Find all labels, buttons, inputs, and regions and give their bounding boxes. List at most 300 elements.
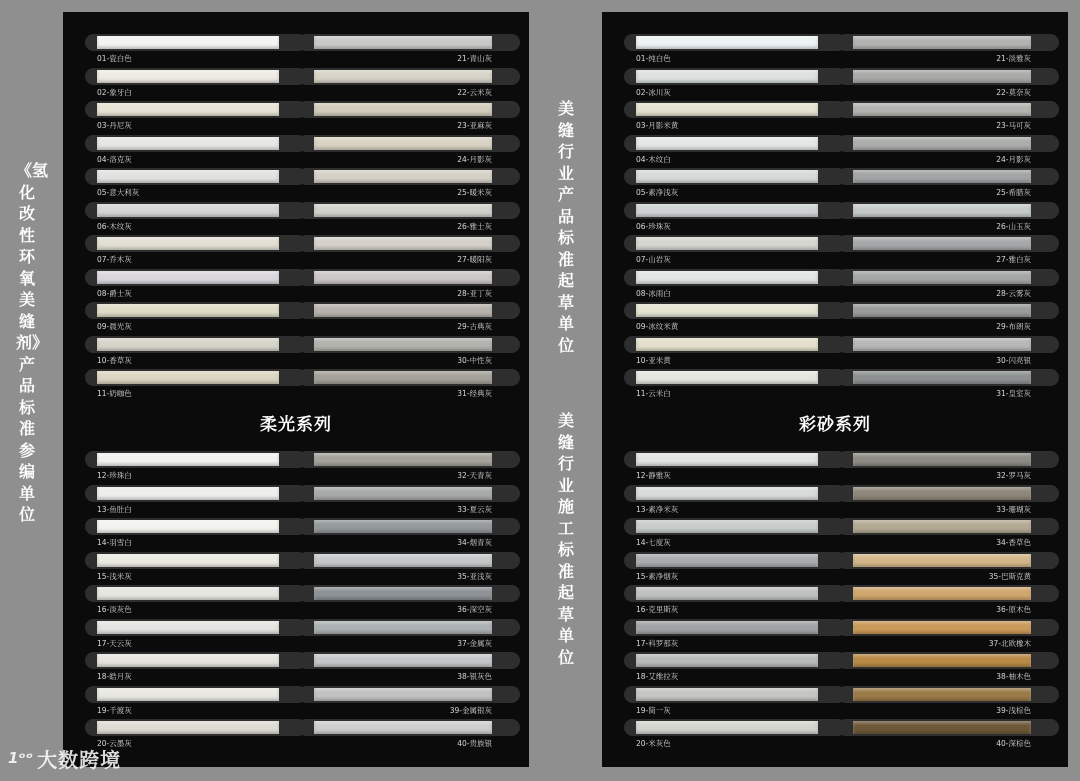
swatch-label: 09-冰纹米黄 — [636, 322, 679, 331]
swatch-label: 19-千渡灰 — [97, 705, 132, 715]
color-swatch — [85, 302, 307, 336]
series-title: 彩砂系列 — [799, 415, 871, 435]
color-swatch — [624, 302, 846, 336]
color-swatch — [298, 336, 520, 370]
swatch-track — [837, 686, 1059, 703]
swatch-color-strip — [636, 371, 818, 384]
color-swatch — [624, 518, 846, 552]
swatch-color-strip — [636, 721, 818, 734]
color-swatch — [85, 652, 307, 686]
swatch-color-strip — [314, 137, 492, 150]
color-swatch — [837, 336, 1059, 370]
swatch-label: 06-木纹灰 — [97, 221, 132, 231]
swatch-label: 15-素净烟灰 — [636, 571, 679, 581]
swatch-label: 10-亚米黄 — [636, 355, 671, 365]
swatch-color-strip — [97, 36, 279, 49]
swatch-row — [602, 68, 1068, 102]
color-swatch — [85, 68, 307, 102]
swatch-label: 28-云雾灰 — [996, 288, 1031, 298]
color-swatch — [837, 202, 1059, 236]
color-swatch — [298, 369, 520, 403]
swatch-track — [837, 34, 1059, 51]
swatch-label: 24-月影灰 — [457, 154, 492, 164]
swatch-track — [837, 518, 1059, 535]
color-swatch — [624, 686, 846, 720]
swatch-label: 02-冰川灰 — [636, 87, 671, 97]
swatch-row — [602, 485, 1068, 519]
color-swatch — [624, 369, 846, 403]
color-swatch — [85, 518, 307, 552]
swatch-label: 04-木纹白 — [636, 154, 671, 164]
swatch-color-strip — [636, 587, 818, 600]
swatch-color-strip — [97, 204, 279, 217]
swatch-row — [63, 585, 529, 619]
swatch-track — [85, 302, 307, 319]
swatch-label: 28-亚丁灰 — [457, 288, 492, 298]
color-swatch — [624, 269, 846, 303]
swatch-row — [602, 619, 1068, 653]
swatch-track — [85, 652, 307, 669]
swatch-label: 12-静雅灰 — [636, 471, 671, 480]
color-swatch — [298, 269, 520, 303]
swatch-label: 34-香草色 — [996, 538, 1031, 547]
swatch-label: 11-奶咖色 — [97, 389, 132, 398]
swatch-track — [85, 369, 307, 386]
swatch-color-strip — [97, 453, 279, 466]
swatch-label: 08-爵士灰 — [97, 288, 132, 298]
swatch-color-strip — [853, 70, 1031, 83]
swatch-color-strip — [97, 304, 279, 317]
swatch-color-strip — [853, 204, 1031, 217]
swatch-track — [298, 168, 520, 185]
color-swatch — [85, 235, 307, 269]
color-swatch — [298, 302, 520, 336]
swatch-track — [298, 336, 520, 353]
swatch-color-strip — [636, 304, 818, 317]
swatch-row — [63, 135, 529, 169]
swatch-color-strip — [853, 721, 1031, 734]
swatch-track — [624, 336, 846, 353]
swatch-row — [63, 719, 529, 753]
swatch-color-strip — [636, 520, 818, 533]
swatch-color-strip — [314, 621, 492, 634]
color-swatch — [298, 202, 520, 236]
swatch-color-strip — [853, 520, 1031, 533]
color-swatch — [85, 336, 307, 370]
swatch-label: 06-珍珠灰 — [636, 221, 671, 231]
swatch-label: 14-七度灰 — [636, 538, 671, 547]
swatch-color-strip — [97, 271, 279, 284]
swatch-track — [624, 269, 846, 286]
color-swatch — [85, 34, 307, 68]
swatch-color-strip — [636, 237, 818, 250]
color-swatch — [298, 719, 520, 753]
swatch-track — [837, 336, 1059, 353]
swatch-track — [624, 202, 846, 219]
swatch-row — [602, 369, 1068, 403]
swatch-row — [63, 652, 529, 686]
swatch-track — [298, 652, 520, 669]
swatch-row — [63, 235, 529, 269]
swatch-color-strip — [314, 237, 492, 250]
swatch-row — [63, 336, 529, 370]
swatch-label: 29-古典灰 — [457, 322, 492, 331]
swatch-label: 01-瓷白色 — [97, 54, 132, 63]
swatch-color-strip — [97, 371, 279, 384]
swatch-track — [624, 168, 846, 185]
swatch-label: 33-夏云灰 — [457, 504, 492, 514]
swatch-row — [63, 686, 529, 720]
swatch-track — [85, 235, 307, 252]
color-swatch — [624, 68, 846, 102]
swatch-row — [602, 135, 1068, 169]
swatch-color-strip — [97, 487, 279, 500]
color-swatch — [298, 518, 520, 552]
swatch-color-strip — [314, 36, 492, 49]
swatch-row — [602, 686, 1068, 720]
swatch-label: 07-乔木灰 — [97, 255, 132, 264]
color-swatch — [624, 202, 846, 236]
swatch-color-strip — [314, 587, 492, 600]
swatch-label: 07-山岩灰 — [636, 255, 671, 264]
swatch-color-strip — [636, 36, 818, 49]
color-swatch — [837, 235, 1059, 269]
color-swatch — [624, 168, 846, 202]
swatch-track — [85, 135, 307, 152]
swatch-track — [85, 585, 307, 602]
swatch-label: 13-鱼肚白 — [97, 504, 132, 514]
swatch-color-strip — [853, 304, 1031, 317]
swatch-color-strip — [636, 453, 818, 466]
side-text-center-bottom: 美缝行业施工标准起草单位 — [557, 411, 574, 667]
swatch-row — [602, 451, 1068, 485]
swatch-row — [63, 619, 529, 653]
swatch-row — [63, 101, 529, 135]
swatch-track — [624, 235, 846, 252]
swatch-track — [298, 719, 520, 736]
swatch-color-strip — [636, 654, 818, 667]
panel-color-sand-series — [602, 12, 1068, 767]
swatch-color-strip — [636, 204, 818, 217]
color-swatch — [85, 101, 307, 135]
swatch-color-strip — [636, 487, 818, 500]
swatch-track — [624, 719, 846, 736]
color-swatch — [624, 235, 846, 269]
swatch-color-strip — [314, 304, 492, 317]
swatch-label: 30-闪亮银 — [996, 355, 1031, 365]
swatch-color-strip — [853, 103, 1031, 116]
swatch-color-strip — [853, 371, 1031, 384]
swatch-color-strip — [97, 103, 279, 116]
swatch-label: 38-银灰色 — [457, 672, 492, 681]
color-swatch — [298, 451, 520, 485]
swatch-track — [85, 518, 307, 535]
swatch-color-strip — [314, 204, 492, 217]
swatch-label: 39-浅棕色 — [996, 705, 1031, 715]
swatch-color-strip — [636, 688, 818, 701]
color-swatch — [837, 451, 1059, 485]
swatch-label: 40-贵族银 — [457, 739, 492, 748]
color-swatch — [85, 619, 307, 653]
swatch-label: 25-希腊灰 — [996, 188, 1031, 197]
swatch-track — [85, 719, 307, 736]
color-swatch — [624, 619, 846, 653]
swatch-track — [85, 552, 307, 569]
color-swatch — [624, 652, 846, 686]
swatch-label: 16-淡灰色 — [97, 605, 132, 614]
swatch-label: 26-雅士灰 — [457, 221, 492, 231]
swatch-color-strip — [636, 621, 818, 634]
swatch-color-strip — [314, 453, 492, 466]
swatch-color-strip — [314, 338, 492, 351]
swatch-label: 16-克里斯灰 — [636, 605, 679, 614]
swatch-color-strip — [97, 621, 279, 634]
watermark — [8, 743, 121, 773]
swatch-color-strip — [97, 170, 279, 183]
swatch-track — [624, 652, 846, 669]
swatch-color-strip — [314, 371, 492, 384]
swatch-track — [837, 552, 1059, 569]
swatch-row — [602, 552, 1068, 586]
color-swatch — [624, 336, 846, 370]
swatch-track — [624, 619, 846, 636]
swatch-row — [63, 202, 529, 236]
swatch-label: 10-香草灰 — [97, 355, 132, 365]
swatch-track — [298, 101, 520, 118]
color-swatch — [298, 686, 520, 720]
color-swatch — [837, 652, 1059, 686]
swatch-label: 31-皇室灰 — [996, 389, 1031, 398]
swatch-label: 27-雅白灰 — [996, 255, 1031, 264]
swatch-color-strip — [853, 654, 1031, 667]
swatch-color-strip — [314, 487, 492, 500]
swatch-track — [837, 235, 1059, 252]
swatch-label: 14-羽雪白 — [97, 538, 132, 547]
swatch-track — [837, 652, 1059, 669]
swatch-label: 35-亚浅灰 — [457, 571, 492, 581]
swatch-color-strip — [97, 587, 279, 600]
swatch-track — [85, 619, 307, 636]
color-swatch — [298, 34, 520, 68]
swatch-label: 24-月影灰 — [996, 154, 1031, 164]
color-swatch — [837, 135, 1059, 169]
color-swatch — [837, 34, 1059, 68]
swatch-track — [298, 235, 520, 252]
swatch-label: 39-金属银灰 — [449, 705, 492, 715]
swatch-label: 30-中性灰 — [457, 355, 492, 365]
swatch-color-strip — [853, 237, 1031, 250]
swatch-track — [298, 68, 520, 85]
swatch-track — [298, 686, 520, 703]
swatch-track — [837, 619, 1059, 636]
swatch-row — [602, 336, 1068, 370]
swatch-color-strip — [636, 70, 818, 83]
color-swatch — [624, 552, 846, 586]
swatch-label: 37-北欧橡木 — [988, 638, 1031, 648]
color-swatch — [298, 652, 520, 686]
color-swatch — [298, 619, 520, 653]
swatch-track — [298, 552, 520, 569]
swatch-color-strip — [97, 554, 279, 567]
side-text-left: 《氢化改性环氧美缝剂》产品标准参编单位 — [16, 161, 49, 524]
color-swatch — [837, 518, 1059, 552]
swatch-label: 22-莫奈灰 — [996, 87, 1031, 97]
swatch-track — [298, 302, 520, 319]
color-swatch — [85, 485, 307, 519]
swatch-label: 03-月影米黄 — [636, 121, 679, 130]
swatch-label: 36-深空灰 — [457, 605, 492, 614]
swatch-row — [602, 101, 1068, 135]
color-swatch — [837, 485, 1059, 519]
color-swatch — [298, 101, 520, 135]
swatch-color-strip — [314, 271, 492, 284]
swatch-color-strip — [314, 721, 492, 734]
swatch-color-strip — [853, 554, 1031, 567]
swatch-track — [85, 485, 307, 502]
swatch-color-strip — [853, 137, 1031, 150]
color-swatch — [837, 369, 1059, 403]
swatch-track — [837, 451, 1059, 468]
swatch-row — [602, 302, 1068, 336]
swatch-track — [837, 585, 1059, 602]
swatch-color-strip — [853, 688, 1031, 701]
swatch-label: 31-经典灰 — [457, 389, 492, 398]
color-swatch — [298, 135, 520, 169]
swatch-label: 15-浅米灰 — [97, 571, 132, 581]
swatch-color-strip — [853, 338, 1031, 351]
swatch-track — [298, 485, 520, 502]
swatch-label: 20-云墨灰 — [97, 739, 132, 748]
color-swatch — [624, 451, 846, 485]
swatch-track — [298, 135, 520, 152]
swatch-label: 36-原木色 — [996, 605, 1031, 614]
color-swatch — [85, 585, 307, 619]
color-swatch — [85, 369, 307, 403]
swatch-label: 22-云米灰 — [457, 87, 492, 97]
color-swatch — [85, 135, 307, 169]
swatch-color-strip — [97, 721, 279, 734]
swatch-row — [63, 269, 529, 303]
color-swatch — [624, 719, 846, 753]
swatch-label: 37-金属灰 — [457, 638, 492, 648]
swatch-track — [85, 202, 307, 219]
swatch-track — [298, 619, 520, 636]
swatch-color-strip — [97, 338, 279, 351]
swatch-row — [602, 34, 1068, 68]
swatch-label: 21-淡雅灰 — [996, 54, 1031, 63]
swatch-track — [837, 269, 1059, 286]
swatch-track — [85, 34, 307, 51]
swatch-color-strip — [97, 137, 279, 150]
swatch-color-strip — [853, 271, 1031, 284]
color-swatch — [298, 552, 520, 586]
color-swatch — [837, 719, 1059, 753]
swatch-label: 25-暖米灰 — [457, 188, 492, 197]
swatch-row — [63, 34, 529, 68]
swatch-track — [624, 686, 846, 703]
swatch-track — [837, 369, 1059, 386]
color-swatch — [298, 168, 520, 202]
swatch-track — [624, 68, 846, 85]
swatch-track — [85, 269, 307, 286]
color-swatch — [837, 269, 1059, 303]
swatch-track — [837, 485, 1059, 502]
swatch-row — [602, 202, 1068, 236]
color-swatch — [837, 302, 1059, 336]
color-swatch — [837, 585, 1059, 619]
swatch-color-strip — [97, 654, 279, 667]
swatch-track — [624, 518, 846, 535]
swatch-row — [63, 518, 529, 552]
swatch-color-strip — [853, 170, 1031, 183]
swatch-track — [624, 552, 846, 569]
swatch-track — [298, 585, 520, 602]
swatch-track — [85, 336, 307, 353]
swatch-label: 20-米灰色 — [636, 739, 671, 748]
swatch-row — [63, 302, 529, 336]
swatch-label: 40-深棕色 — [996, 739, 1031, 748]
swatch-track — [298, 518, 520, 535]
swatch-track — [624, 34, 846, 51]
color-swatch — [85, 451, 307, 485]
swatch-label: 05-意大利灰 — [97, 188, 140, 197]
swatch-track — [298, 34, 520, 51]
swatch-label: 12-珍珠白 — [97, 471, 132, 480]
color-swatch — [837, 101, 1059, 135]
swatch-label: 19-简一灰 — [636, 705, 671, 715]
swatch-track — [85, 68, 307, 85]
swatch-color-strip — [636, 103, 818, 116]
color-swatch — [837, 552, 1059, 586]
swatch-row — [602, 269, 1068, 303]
swatch-track — [624, 135, 846, 152]
swatch-label: 13-素净米灰 — [636, 504, 679, 514]
swatch-track — [298, 269, 520, 286]
swatch-row — [63, 168, 529, 202]
swatch-label: 04-洛克灰 — [97, 154, 132, 164]
swatch-row — [602, 168, 1068, 202]
panel-soft-light-series — [63, 12, 529, 767]
watermark-text: 大数跨境 — [37, 747, 122, 772]
swatch-label: 29-布朗灰 — [996, 322, 1031, 331]
swatch-track — [837, 202, 1059, 219]
color-swatch — [837, 686, 1059, 720]
color-swatch — [85, 202, 307, 236]
swatch-track — [85, 101, 307, 118]
color-swatch — [298, 485, 520, 519]
swatch-color-strip — [97, 688, 279, 701]
color-swatch — [624, 34, 846, 68]
swatch-label: 26-山玉灰 — [996, 221, 1031, 231]
swatch-label: 18-皓月灰 — [97, 672, 132, 681]
watermark-logo: 1ᵒᵒ — [8, 749, 34, 767]
swatch-label: 08-冰雨白 — [636, 288, 671, 298]
color-swatch — [837, 168, 1059, 202]
color-swatch — [624, 585, 846, 619]
swatch-row — [602, 652, 1068, 686]
swatch-color-strip — [636, 554, 818, 567]
swatch-color-strip — [314, 688, 492, 701]
swatch-row — [63, 552, 529, 586]
swatch-track — [624, 451, 846, 468]
swatch-color-strip — [636, 137, 818, 150]
swatch-color-strip — [636, 338, 818, 351]
swatch-track — [624, 369, 846, 386]
swatch-color-strip — [97, 520, 279, 533]
swatch-label: 32-罗马灰 — [996, 471, 1031, 480]
swatch-track — [85, 686, 307, 703]
series-title: 柔光系列 — [260, 415, 332, 435]
